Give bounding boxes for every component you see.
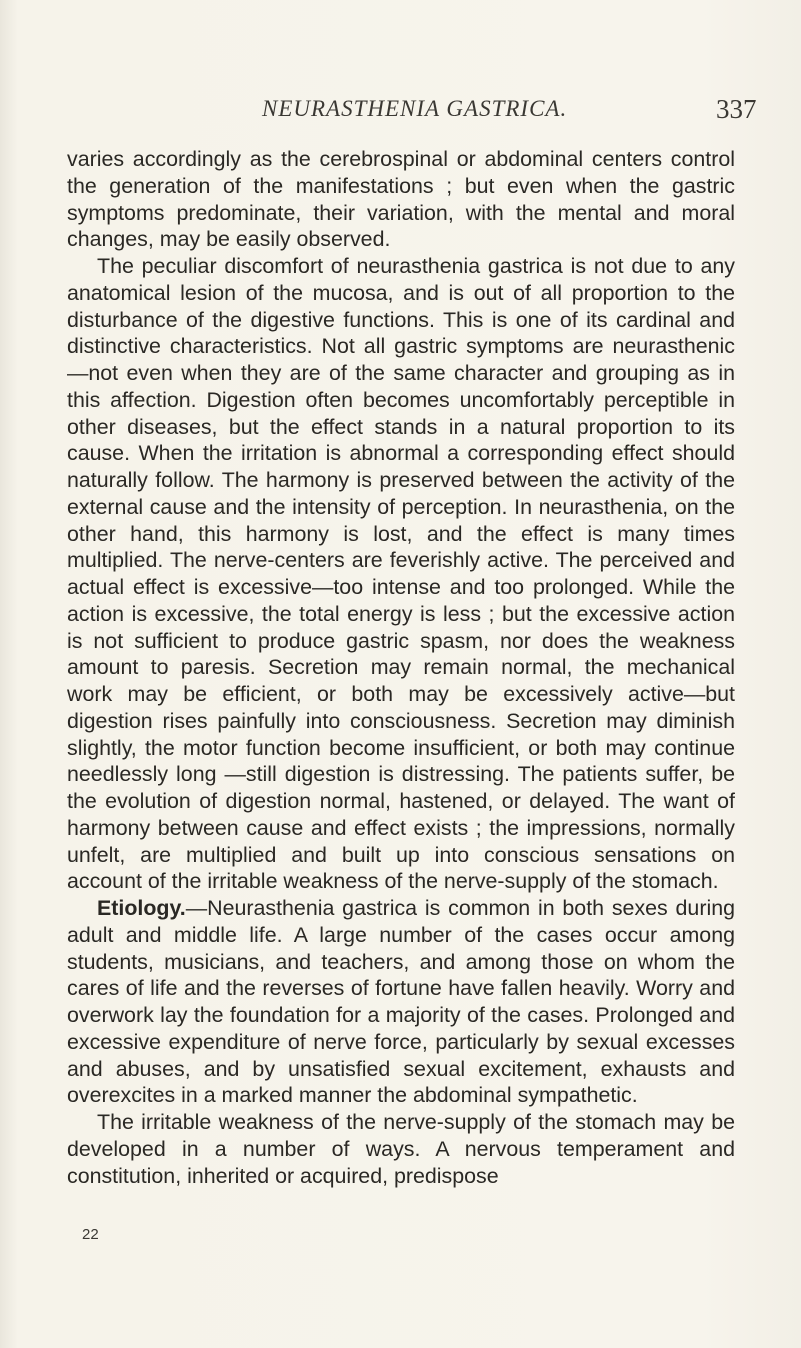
body-text: [67, 146, 735, 1189]
paragraph-discomfort: [67, 253, 735, 895]
section-heading-etiology: Etiology.: [97, 896, 186, 920]
paragraph-continued: varies accordingly as the cerebrospinal or abdominal centers control the generation of the manifestations ; but even when the gastric symptoms predominate, their variation, with the mental and moral changes, may be easily observed.: [67, 147, 735, 252]
paragraph-etiology: [67, 895, 735, 1109]
paragraph-text: —Neurasthenia gastrica is common in both sexes during adult and middle life. A large number of the cases occur among students, musicians, and teachers, and among those on whom the cares of life and the reverses of fortune have fallen heavily. Worry and overwork lay the foundation for a majority of the cases. Prolonged and excessive expenditure of nerve force, particularly by sexual excesses and abuses, and by unsatisfied sexual excitement, exhausts and overexcites in a marked manner the abdominal sympathetic.: [67, 896, 735, 1108]
paragraph-irritable-weakness: [67, 1109, 735, 1189]
running-title: NEURASTHENIA GASTRICA.: [262, 96, 568, 121]
page-header: [0, 96, 801, 128]
paragraph-text: The peculiar discomfort of neurasthenia gastrica is not due to any anatomical lesion of the mucosa, and is out of all proportion to the disturbance of the digestive functions. This is one of its cardinal and distinctive characteristics. Not all gastric symptoms are neurasthenic—not even when they are of the same character and grouping as in this affection. Digestion often becomes uncomfortably perceptible in other diseases, but the effect stands in a natural proportion to its cause. When the irritation is abnormal a corresponding effect should naturally follow. The harmony is preserved between the activity of the external cause and the intensity of perception. In neurasthenia, on the other hand, this harmony is lost, and the effect is many times multiplied. The nerve-centers are feverishly active. The perceived and actual effect is excessive—too intense and too prolonged. While the action is excessive, the total energy is less ; but the excessive action is not sufficient to produce gastric spasm, nor does the weakness amount to paresis. Secretion may remain normal, the mechanical work may be efficient, or both may be excessively active—but digestion rises painfully into consciousness. Secretion may diminish slightly, the motor function become insufficient, or both may continue needlessly long —still digestion is distressing. The patients suffer, be the evolution of digestion normal, hastened, or delayed. The want of harmony between cause and effect exists ; the impressions, normally unfelt, are multiplied and built up into conscious sensations on account of the irritable weakness of the nerve-supply of the stomach.: [67, 254, 735, 894]
paragraph-text: The irritable weakness of the nerve-supply of the stomach may be developed in a number of ways. A nervous temperament and constitution, inherited or acquired, predispose: [67, 1110, 735, 1188]
signature-mark: 22: [82, 1226, 99, 1243]
page-number: 337: [716, 94, 757, 124]
